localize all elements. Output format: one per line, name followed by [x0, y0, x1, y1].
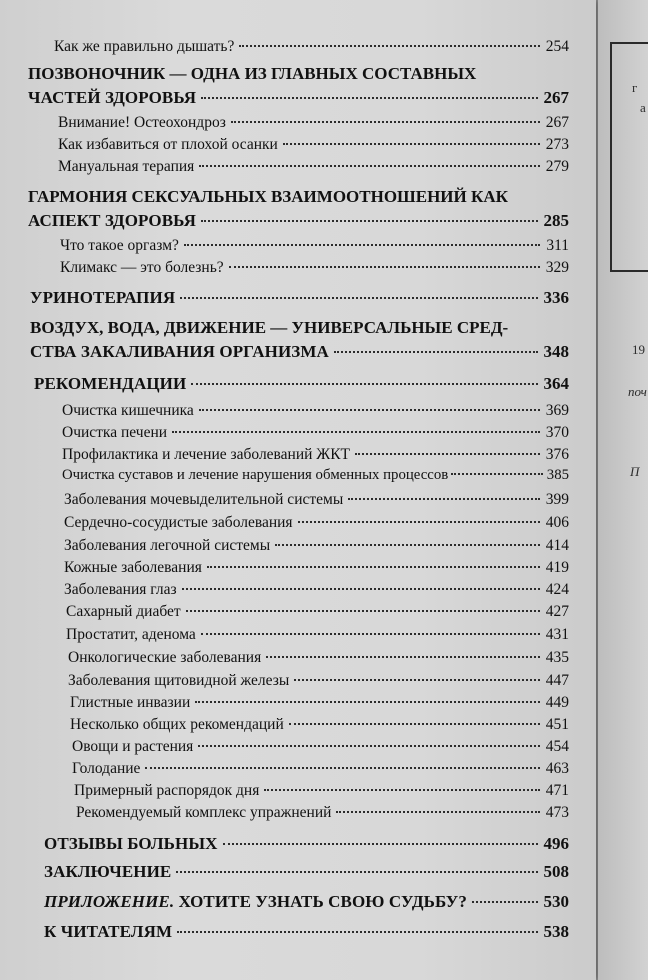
toc-entry-title: Что такое оргазм?	[60, 237, 179, 254]
toc-leader-dots	[191, 383, 537, 385]
toc-leader-dots	[199, 409, 540, 411]
toc-entry-title: Мануальная терапия	[58, 158, 195, 175]
toc-section-entry	[44, 862, 569, 882]
toc-leader-dots	[289, 723, 540, 725]
toc-leader-dots	[451, 473, 543, 475]
toc-entry-page: 451	[545, 716, 569, 733]
toc-entry	[72, 760, 569, 778]
toc-entry-page: 424	[545, 581, 569, 598]
toc-entry-title: Глистные инвазии	[70, 694, 191, 711]
toc-entry-page: 267	[545, 114, 569, 131]
toc-entry-title: ОТЗЫВЫ БОЛЬНЫХ	[44, 834, 218, 853]
toc-entry-page: 419	[545, 559, 569, 576]
toc-entry-title: Внимание! Остеохондроз	[58, 114, 226, 131]
toc-section-title-line1: ВОЗДУХ, ВОДА, ДВИЖЕНИЕ — УНИВЕРСАЛЬНЫЕ СРЕД-	[30, 318, 509, 337]
toc-entry-page: 435	[545, 649, 569, 666]
toc-entry-title: Климакс — это болезнь?	[60, 259, 224, 276]
toc-leader-dots	[283, 143, 540, 145]
toc-entry-page: 427	[545, 603, 569, 620]
adjacent-page-fragment: а	[640, 100, 646, 115]
toc-entry-title: Очистка печени	[62, 424, 168, 441]
toc-entry-title: УРИНОТЕРАПИЯ	[30, 288, 176, 307]
toc-entry	[58, 158, 569, 176]
toc-entry-title: Голодание	[72, 760, 141, 777]
toc-leader-dots	[176, 871, 537, 873]
toc-entry	[70, 694, 569, 712]
toc-leader-dots	[201, 97, 537, 99]
toc-leader-dots	[239, 45, 539, 47]
toc-entry-page: 414	[545, 537, 569, 554]
toc-entry	[76, 804, 569, 822]
toc-leader-dots	[145, 767, 539, 769]
toc-entry-title: АСПЕКТ ЗДОРОВЬЯ	[28, 211, 196, 230]
toc-section-entry	[44, 834, 569, 854]
toc-leader-dots	[201, 220, 538, 222]
toc-entry	[60, 259, 569, 277]
toc-entry-page: 285	[543, 211, 569, 230]
toc-section-entry	[30, 342, 569, 362]
toc-entry	[66, 603, 569, 621]
toc-section-title-line1: ПОЗВОНОЧНИК — ОДНА ИЗ ГЛАВНЫХ СОСТАВНЫХ	[28, 64, 477, 83]
toc-entry-title	[44, 892, 467, 912]
toc-entry-page: 336	[543, 288, 569, 307]
toc-leader-dots	[294, 679, 539, 681]
toc-entry-page: 471	[545, 782, 569, 799]
toc-entry-title: Рекомендуемый комплекс упражнений	[76, 804, 332, 821]
toc-section-entry	[44, 922, 569, 942]
toc-entry-title: Заболевания мочевыделительной системы	[64, 491, 344, 508]
toc-entry-page: 254	[545, 38, 569, 55]
toc-entry	[64, 581, 569, 599]
toc-leader-dots	[172, 431, 540, 433]
toc-entry-page: 364	[543, 374, 569, 393]
toc-entry-title: Примерный распорядок дня	[74, 782, 260, 799]
toc-leader-dots	[182, 588, 540, 590]
toc-entry-page: 431	[545, 626, 569, 643]
toc-leader-dots	[472, 901, 538, 903]
adjacent-page-fragment: 19	[632, 342, 645, 357]
toc-leader-dots	[231, 121, 540, 123]
toc-entry-page: 273	[545, 136, 569, 153]
toc-leader-dots	[264, 789, 539, 791]
toc-section-entry	[30, 288, 569, 308]
toc-entry-title: Заболевания легочной системы	[64, 537, 271, 554]
toc-entry	[72, 738, 569, 756]
toc-entry-title: Несколько общих рекомендаций	[70, 716, 284, 733]
adjacent-page-fragment: поч	[628, 384, 647, 399]
toc-entry-title: Очистка суставов и лечение нарушения обменных процессов	[62, 467, 449, 483]
toc-entry-page: 311	[546, 237, 569, 254]
toc-entry-page: 530	[543, 892, 569, 911]
toc-entry-page: 463	[545, 760, 569, 777]
toc-entry	[62, 446, 569, 464]
toc-leader-dots	[207, 566, 540, 568]
toc-leader-dots	[298, 521, 540, 523]
toc-entry-page: 496	[543, 834, 569, 853]
toc-leader-dots	[180, 297, 537, 299]
toc-leader-dots	[177, 931, 537, 933]
toc-leader-dots	[186, 610, 540, 612]
toc-leader-dots	[348, 498, 540, 500]
toc-entry-page: 369	[545, 402, 569, 419]
toc-leader-dots	[336, 811, 539, 813]
toc-entry-title: Сердечно-сосудистые заболевания	[64, 514, 293, 531]
toc-entry-title-rest: ХОТИТЕ УЗНАТЬ СВОЮ СУДЬБУ?	[178, 892, 467, 911]
toc-entry-title: СТВА ЗАКАЛИВАНИЯ ОРГАНИЗМА	[30, 342, 329, 361]
toc-entry-title: Заболевания щитовидной железы	[68, 672, 290, 689]
toc-entry-page: 376	[545, 446, 569, 463]
toc-entry-title: ЗАКЛЮЧЕНИЕ	[44, 862, 172, 881]
toc-entry-page: 447	[545, 672, 569, 689]
toc-entry-title: Как избавиться от плохой осанки	[58, 136, 278, 153]
toc-entry-page: 370	[545, 424, 569, 441]
adjacent-page-frame	[610, 42, 648, 272]
toc-entry-title: Профилактика и лечение заболеваний ЖКТ	[62, 446, 351, 463]
toc-entry	[62, 424, 569, 442]
toc-entry-title: Сахарный диабет	[66, 603, 181, 620]
toc-entry-page: 267	[543, 88, 569, 107]
toc-entry-title: Кожные заболевания	[64, 559, 202, 576]
toc-entry-title: Онкологические заболевания	[68, 649, 262, 666]
toc-section-title-line1: ГАРМОНИЯ СЕКСУАЛЬНЫХ ВЗАИМООТНОШЕНИЙ КАК	[28, 187, 508, 206]
toc-leader-dots	[266, 656, 540, 658]
toc-entry	[68, 672, 569, 690]
toc-entry-page: 329	[545, 259, 569, 276]
toc-section-entry	[28, 211, 569, 231]
toc-entry-page: 508	[543, 862, 569, 881]
toc-entry-page: 454	[545, 738, 569, 755]
toc-entry	[58, 114, 569, 132]
toc-entry	[64, 559, 569, 577]
toc-entry-page: 473	[545, 804, 569, 821]
toc-entry	[54, 38, 569, 56]
toc-entry-title: РЕКОМЕНДАЦИИ	[34, 374, 187, 393]
toc-leader-dots	[229, 266, 540, 268]
adjacent-page-fragment: П	[630, 464, 640, 479]
toc-entry-page: 538	[543, 922, 569, 941]
toc-entry-title: Простатит, аденома	[66, 626, 196, 643]
toc-entry-title: К ЧИТАТЕЛЯМ	[44, 922, 173, 941]
toc-entry-page: 348	[543, 342, 569, 361]
toc-leader-dots	[334, 351, 538, 353]
toc-entry	[62, 402, 569, 420]
toc-leader-dots	[184, 244, 540, 246]
toc-entry	[62, 467, 569, 484]
toc-entry-title: ЧАСТЕЙ ЗДОРОВЬЯ	[28, 88, 197, 107]
toc-leader-dots	[195, 701, 540, 703]
toc-leader-dots	[201, 633, 540, 635]
toc-leader-dots	[275, 544, 540, 546]
toc-entry	[68, 649, 569, 667]
toc-entry-page: 399	[545, 491, 569, 508]
toc-leader-dots	[355, 453, 540, 455]
toc-entry	[74, 782, 569, 800]
toc-section-entry	[44, 892, 569, 912]
toc-entry	[66, 626, 569, 644]
toc-entry	[64, 514, 569, 532]
toc-entry	[64, 491, 569, 509]
toc-entry	[60, 237, 569, 255]
toc-entry-title: Овощи и растения	[72, 738, 194, 755]
toc-entry	[58, 136, 569, 154]
toc-section-entry	[34, 374, 569, 394]
toc-entry	[70, 716, 569, 734]
toc-entry-page: 385	[546, 467, 569, 483]
toc-leader-dots	[198, 745, 539, 747]
toc-leader-dots	[199, 165, 539, 167]
adjacent-page-fragment: г	[632, 80, 638, 95]
toc-section-entry	[28, 88, 569, 108]
toc-leader-dots	[223, 843, 538, 845]
toc-entry-title: Заболевания глаз	[64, 581, 177, 598]
toc-entry-title: Очистка кишечника	[62, 402, 194, 419]
toc-entry-page: 449	[545, 694, 569, 711]
toc-entry-page: 406	[545, 514, 569, 531]
toc-entry-title: Как же правильно дышать?	[54, 38, 235, 55]
toc-entry-page: 279	[545, 158, 569, 175]
toc-entry	[64, 537, 569, 555]
toc-entry-title-italic: ПРИЛОЖЕНИЕ.	[44, 892, 175, 911]
